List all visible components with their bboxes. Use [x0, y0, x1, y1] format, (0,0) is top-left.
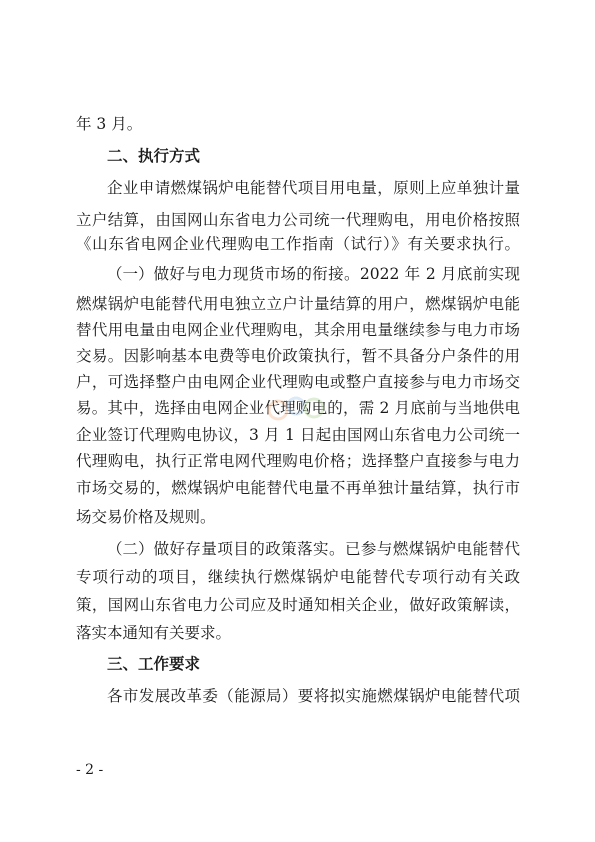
text-line-9: 户，可选择整户由电网企业代理购电或整户直接参与电力市场交	[76, 373, 520, 391]
text-line-13: 市场交易的，燃煤锅炉电能替代电量不再单独计量结算，执行市	[76, 479, 520, 497]
text-line-2: 企业申请燃煤锅炉电能替代项目用电量，原则上应单独计量	[107, 179, 520, 197]
text-line-3: 立户结算，由国网山东省电力公司统一代理购电，用电价格按照	[76, 211, 520, 229]
text-line-11: 企业签订代理购电协议，3 月 1 日起由国网山东省电力公司统一	[76, 426, 520, 444]
subsection-number-1: （一）	[107, 265, 154, 283]
page-number: - 2 -	[76, 762, 104, 778]
text-line-19: 各市发展改革委（能源局）要将拟实施燃煤锅炉电能替代项	[107, 687, 520, 705]
text-line-6: 燃煤锅炉电能替代用电独立立户计量结算的用户，燃煤锅炉电能	[76, 295, 520, 313]
text-line-4: 《山东省电网企业代理购电工作指南（试行）》有关要求执行。	[76, 235, 520, 253]
subsection-1-line	[107, 263, 520, 285]
text-line-8: 交易。因影响基本电费等电价政策执行，暂不具备分户条件的用	[76, 347, 520, 365]
section-heading-execution: 二、执行方式	[107, 147, 201, 165]
subsection-1-title: 做好与电力现货市场的衔接。2022 年 2 月底前实现	[153, 265, 520, 283]
text-line-14: 场交易价格及规则。	[76, 508, 216, 526]
text-line-1: 年 3 月。	[76, 115, 143, 133]
text-line-16: 专项行动的项目，继续执行燃煤锅炉电能替代专项行动有关政	[76, 568, 520, 586]
text-line-12: 代理购电，执行正常电网代理购电价格；选择整户直接参与电力	[76, 452, 520, 470]
text-line-17: 策，国网山东省电力公司应及时通知相关企业，做好政策解读，	[76, 596, 520, 614]
subsection-number-2: （二）	[107, 540, 154, 558]
text-line-18: 落实本通知有关要求。	[76, 624, 232, 642]
section-heading-requirements: 三、工作要求	[107, 655, 201, 673]
text-line-7: 替代用电量由电网企业代理购电，其余用电量继续参与电力市场	[76, 321, 520, 339]
subsection-2-title: 做好存量项目的政策落实。已参与燃煤锅炉电能替代	[153, 540, 520, 558]
subsection-2-line	[107, 538, 520, 560]
text-line-10: 易。其中，选择由电网企业代理购电的，需 2 月底前与当地供电	[76, 399, 520, 417]
